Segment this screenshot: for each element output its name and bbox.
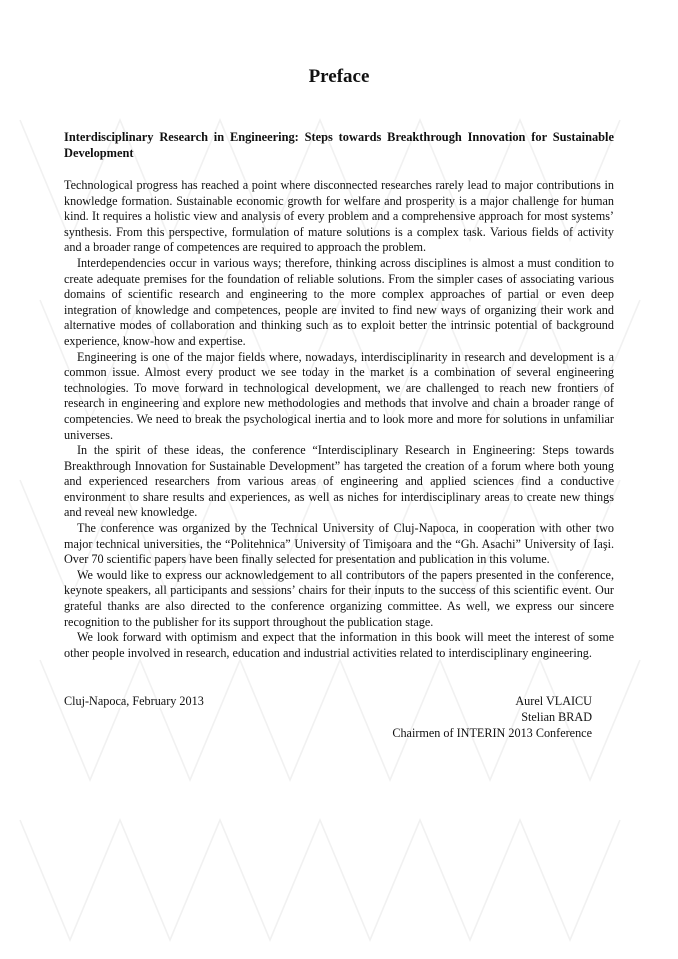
section-subtitle: Interdisciplinary Research in Engineering: Steps towards Breakthrough Innovation for Sustainable Development xyxy=(64,130,614,160)
paragraph-1: Technological progress has reached a point where disconnected researches rarely lead to major contributions in knowledge formation. Sustainable economic growth for welfare and prosperity is a major challenge for human kind. It requires a holistic view and analysis of every problem and a comprehensive approach for most systems’ synthesis. From this perspective, formulation of mature solutions is a complex task. Various fields of activity and a broader range of competences are required to approach the problem. xyxy=(64,178,614,255)
paragraph-2: Interdependencies occur in various ways; therefore, thinking across disciplines is almost a must condition to create adequate premises for the foundation of reliable solutions. From the simpler cases of associating various domains of scientific research and engineering to the more complex approaches of partial or even deep integration of knowledge and competences, people are invited to find new ways of organizing their work and alternative modes of collaboration and thinking such as to exploit better the intrinsic potential of background experience, know-how and expertise. xyxy=(64,255,614,348)
paragraph-6: We would like to express our acknowledgement to all contributors of the papers presented in the conference, keynote speakers, all participants and sessions’ chairs for their inputs to the success of this scientific event. Our grateful thanks are also directed to the conference organizing committee. As well, we express our sincere recognition to the publisher for its support throughout the publication stage. xyxy=(64,567,614,629)
paragraph-3: Engineering is one of the major fields where, nowadays, interdisciplinarity in research and development is a common issue. Almost every product we see today in the market is a combination of several engineering technologies. To move forward in technological development, we are challenged to reach new frontiers of research in engineering and explore new methodologies and methods that involve and chain a broader range of competencies. We need to break the psychological inertia and to look more and more for solutions in unfamiliar universes. xyxy=(64,349,614,442)
body-text xyxy=(64,178,614,661)
place-date: Cluj-Napoca, February 2013 xyxy=(64,694,204,709)
paragraph-5: The conference was organized by the Technical University of Cluj-Napoca, in cooperation with other two major technical universities, the “Politehnica” University of Timişoara and the “Gh. Asachi” University of Iaşi. Over 70 scientific papers have been finally selected for presentation and publication in this volume. xyxy=(64,521,614,567)
preface-page xyxy=(64,64,614,744)
paragraph-7: We look forward with optimism and expect that the information in this book will meet the interest of some other people involved in research, education and industrial activities related to interdisciplinary engineering. xyxy=(64,630,614,660)
signatories xyxy=(392,694,592,741)
paragraph-4: In the spirit of these ideas, the conference “Interdisciplinary Research in Engineering: Steps towards Breakthrough Innovation for Sustainable Development” has targeted the creation of a forum where both young and experienced researchers from various areas of engineering and applied sciences find a conductive environment to share results and experiences, as well as niches for interdisciplinary areas to create new things and reveal new knowledge. xyxy=(64,443,614,520)
signature-block xyxy=(64,694,614,744)
signatory-name-2: Stelian BRAD xyxy=(521,710,592,724)
signatory-name-1: Aurel VLAICU xyxy=(515,694,592,709)
signatory-role: Chairmen of INTERIN 2013 Conference xyxy=(392,725,592,740)
page-title: Preface xyxy=(308,66,370,87)
